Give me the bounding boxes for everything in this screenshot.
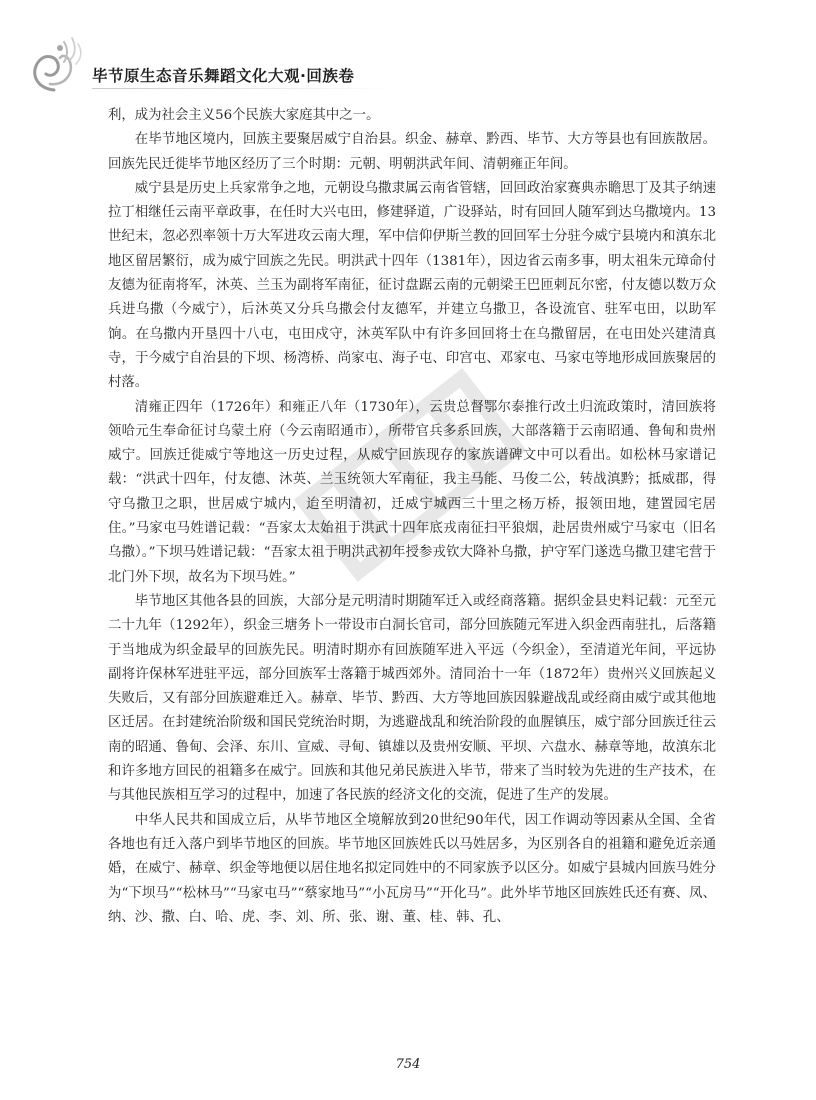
paragraph: 清雍正四年（1726年）和雍正八年（1730年），云贵总督鄂尔泰推行改土归流政策时，清回族将领哈元生奉命征讨乌蒙土府（今云南昭通市），所带官兵多系回族，大部落籍于云南昭通、鲁甸和贵州威宁。回族迁徙威宁等地这一历史过程，从威宁回族现存的家族谱碑文中可以看出。如松林马家谱记载：“洪武十四年，付友德、沐英、兰玉统领大军南征，我主马能、马俊二公，转战滇黔；抵威郡，得守乌撒卫之职，世居威宁城内，迨至明清初，迁威宁城西三十里之杨万桥，报领田地，建置园宅居住。”马家屯马姓谱记载：“吾家太太始祖于洪武十四年底戎南征扫平狼烟，赴居贵州威宁马家屯（旧名乌撒）。”下坝马姓谱记载：“吾家太祖于明洪武初年授参戎钦大降补乌撒，护守军门遂选乌撒卫建宅营于北门外下坝，故名为下坝马姓。”: [108, 399, 716, 585]
paragraph: 威宁县是历史上兵家常争之地，元朝设乌撒隶属云南省管辖，回回政治家赛典赤瞻思丁及其子纳速拉丁相继任云南平章政事，在任时大兴屯田，修建驿道，广设驿站，时有回回人随军到达乌撒境内。13世纪末，忽必烈率领十万大军进攻云南大理，军中信仰伊斯兰教的回回军士分驻今威宁县境内和滇东北地区留居繁衍，成为威宁回族之先民。明洪武十四年（1381年），因边省云南多事，明太祖朱元璋命付友德为征南将军，沐英、兰玉为副将军南征，征讨盘踞云南的元朝梁王巴匝剌瓦尔密，付友德以数万众兵进乌撒（今威宁），后沐英又分兵乌撒会付友德军，并建立乌撒卫，各设流官、驻军屯田，以助军饷。在乌撒内开垦四十八屯，屯田戍守，沐英军队中有许多回回将士在乌撒留居，在屯田处兴建清真寺，于今威宁自治县的下坝、杨湾桥、尚家屯、海子屯、印宫屯、邓家屯、马家屯等地形成回族聚居的村落。: [108, 180, 716, 391]
header-rule: [92, 88, 392, 89]
page-header: [0, 0, 816, 108]
header-title: 毕节原生态音乐舞蹈文化大观·回族卷: [92, 67, 355, 85]
paragraph: 中华人民共和国成立后，从毕节地区全境解放到20世纪90年代，因工作调动等因素从全国、全省各地也有迁入落户到毕节地区的回族。毕节地区回族姓氏以马姓居多，为区别各自的祖籍和避免近亲通婚，在威宁、赫章、织金等地便以居住地名拟定同姓中的不同家族予以区分。如威宁县城内回族马姓分为“下坝马”“松林马”“马家屯马”“蔡家地马”“小瓦房马”“开化马”。此外毕节地区回族姓氏还有赛、凤、纳、沙、撒、白、哈、虎、李、刘、所、张、谢、董、桂、韩、孔、: [108, 812, 716, 925]
paragraph: 毕节地区其他各县的回族，大部分是元明清时期随军迁入或经商落籍。据织金县史料记载：元至元二十九年（1292年），织金三塘务卜一带设市白洞长官司，部分回族随元军进入织金西南驻扎，后落籍于当地成为织金最早的回族先民。明清时期亦有回族随军进入平远（今织金），至清道光年间，平远协副将许保林军进驻平远，部分回族军士落籍于城西郊外。清同治十一年（1872年）贵州兴义回族起义失败后，又有部分回族避难迁入。赫章、毕节、黔西、大方等地回族因躲避战乱或经商由威宁或其他地区迁居。在封建统治阶级和国民党统治时期，为逃避战乱和统治阶段的血腥镇压，威宁部分回族迁往云南的昭通、鲁甸、会泽、东川、宣威、寻甸、镇雄以及贵州安顺、平坝、六盘水、赫章等地，故滇东北和许多地方回民的祖籍多在威宁。回族和其他兄弟民族进入毕节，带来了当时较为先进的生产技术，在与其他民族相互学习的过程中，加速了各民族的经济文化的交流，促进了生产的发展。: [108, 593, 716, 804]
page-number: 754: [395, 1057, 421, 1072]
paragraph: 利，成为社会主义56个民族大家庭其中之一。: [108, 108, 380, 123]
paragraph: 在毕节地区境内，回族主要聚居威宁自治县。织金、赫章、黔西、毕节、大方等县也有回族散居。回族先民迁徙毕节地区经历了三个时期：元朝、明朝洪武年间、清朝雍正年间。: [108, 132, 716, 172]
body-text: [108, 104, 716, 930]
dancer-swirl-logo-icon: [24, 34, 88, 96]
